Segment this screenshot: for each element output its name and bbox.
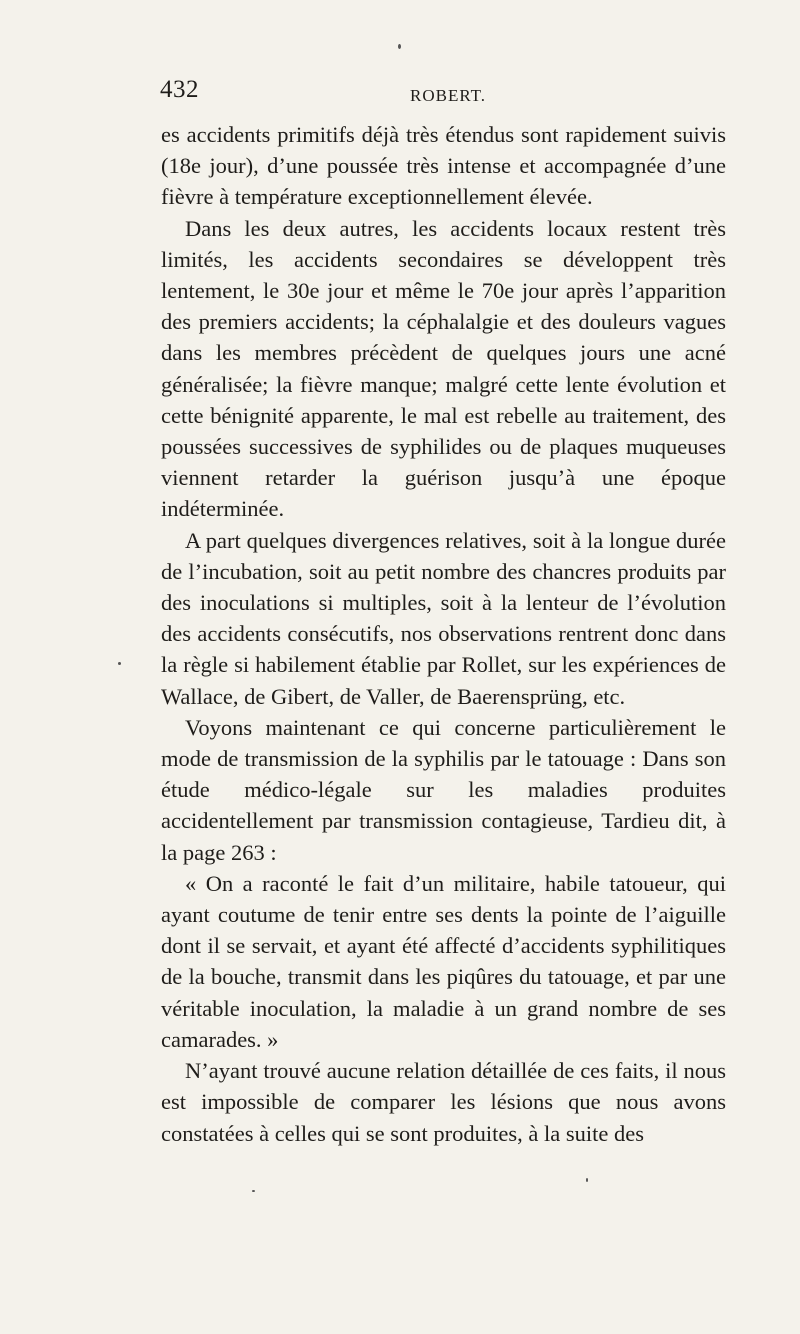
paragraph-3: A part quelques divergences relatives, soit à la longue durée de l’incubation, soit au petit nombre des chancres produits par des inoculations si multiples, soit à la lenteur de l’évolution des accidents consécutifs, nos observations rentrent donc dans la règle si habilement établie par Rollet, sur les expériences de Wallace, de Gibert, de Valler, de Baerensprüng, etc. [161, 527, 726, 709]
page-number: 432 [160, 76, 199, 103]
ink-speck [252, 1190, 255, 1192]
paragraph-6: N’ayant trouvé aucune relation détaillée de ces faits, il nous est impossible de comparer les lésions que nous avons constatées à celles qui se sont produites, à la suite des [161, 1058, 726, 1146]
body-text [161, 119, 726, 1149]
paragraph-2: Dans les deux autres, les accidents locaux restent très limités, les accidents secondaires se développent très lentement, le 30e jour et même le 70e jour après l’apparition des premiers accidents; la céphalalgie et des douleurs vagues dans les membres précèdent de quelques jours une acné généralisée; la fièvre manque; malgré cette lente évolution et cette bénignité apparente, le mal est rebelle au traitement, des poussées successives de syphilides ou de plaques muqueuses viennent retarder la guérison jusqu’à une époque indéterminée. [161, 215, 726, 522]
paragraph-5-quotation: « On a raconté le fait d’un militaire, habile tatoueur, qui ayant coutume de tenir entre ses dents la pointe de l’aiguille dont il se servait, et ayant été affecté d’accidents syphilitiques de la bouche, transmit dans les piqûres du tatouage, et par une véritable inoculation, la maladie à un grand nombre de ses camarades. » [161, 870, 726, 1052]
paragraph-1: es accidents primitifs déjà très étendus sont rapidement suivis (18e jour), d’une poussée très intense et accompagnée d’une fièvre à température exceptionnellement élevée. [161, 122, 726, 210]
ink-speck [398, 44, 401, 49]
ink-speck [586, 1178, 588, 1182]
margin-mark [118, 662, 121, 665]
page-header [160, 76, 726, 116]
paragraph-4: Voyons maintenant ce qui concerne particulièrement le mode de transmission de la syphilis par le tatouage : Dans son étude médico-légale sur les maladies produites accidentellement par transmission contagieuse, Tardieu dit, à la page 263 : [161, 714, 726, 865]
running-head: ROBERT. [410, 86, 487, 105]
